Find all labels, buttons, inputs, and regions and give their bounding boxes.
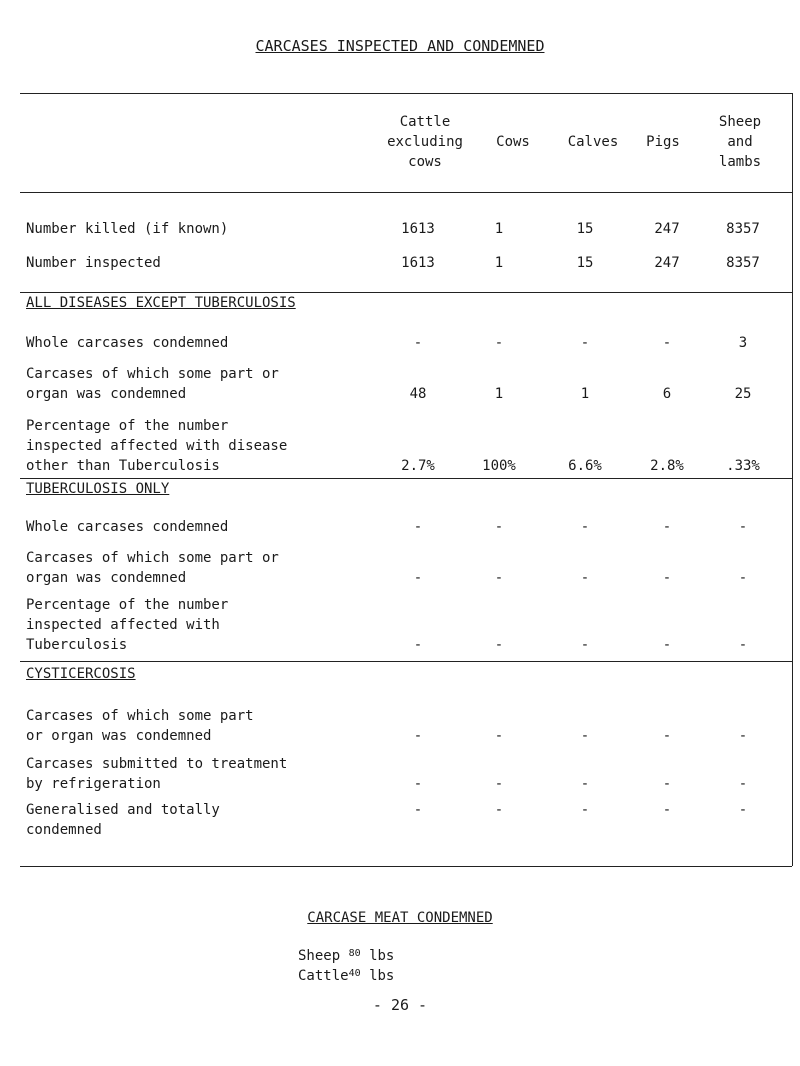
header-bottom-rule	[20, 192, 792, 193]
cell: -	[413, 519, 423, 535]
cell: -	[662, 728, 672, 744]
col-header-sheep: Sheep and lambs	[718, 114, 762, 170]
cell: -	[580, 519, 590, 535]
cell: -	[580, 637, 590, 653]
page-number: - 26 -	[372, 996, 428, 1014]
cell: -	[662, 570, 672, 586]
table-top-rule	[20, 93, 792, 94]
cell: -	[580, 570, 590, 586]
cell: 1	[580, 386, 590, 402]
cell: -	[738, 802, 748, 818]
cell: -	[580, 802, 590, 818]
section-rule-1	[20, 292, 792, 293]
col-header-calves: Calves	[567, 134, 619, 150]
row-label: Carcases of which some part or organ was condemned	[26, 708, 254, 744]
cell: 1	[494, 221, 504, 237]
cell: 1	[494, 386, 504, 402]
cell: -	[662, 802, 672, 818]
cell: 2.7%	[401, 458, 435, 474]
cell: -	[413, 570, 423, 586]
cell: -	[738, 728, 748, 744]
cell: 247	[654, 221, 680, 237]
cell: -	[494, 335, 504, 351]
cell: 6	[662, 386, 672, 402]
cell: -	[580, 728, 590, 744]
cell: -	[494, 728, 504, 744]
cell: -	[662, 776, 672, 792]
cell: -	[494, 570, 504, 586]
cell: 48	[409, 386, 427, 402]
cell: 247	[654, 255, 680, 271]
section-rule-2	[20, 478, 792, 479]
meat-condemned-title: CARCASE MEAT CONDEMNED	[307, 910, 493, 926]
cell: -	[494, 776, 504, 792]
cell: -	[413, 335, 423, 351]
col-header-cattle: Cattle excluding cows	[387, 114, 463, 170]
meat-row-sheep: Sheep $^{80}$ lbs	[298, 948, 395, 964]
cell: 15	[576, 255, 594, 271]
cell: -	[413, 637, 423, 653]
table-bottom-rule	[20, 866, 792, 867]
row-label: Percentage of the number inspected affected with disease other than Tuberculosis	[26, 418, 288, 474]
page-title: CARCASES INSPECTED AND CONDEMNED	[255, 37, 545, 55]
cell: -	[494, 637, 504, 653]
cell: 2.8%	[650, 458, 684, 474]
row-label: Carcases of which some part or organ was condemned	[26, 366, 279, 402]
cell: 1613	[401, 221, 435, 237]
cell: -	[738, 519, 748, 535]
row-label: Whole carcases condemned	[26, 335, 229, 351]
cell: -	[413, 802, 423, 818]
section-rule-3	[20, 661, 792, 662]
cell: -	[738, 637, 748, 653]
meat-row-cattle: Cattle$^{40}$ lbs	[298, 968, 395, 984]
cell: -	[662, 335, 672, 351]
col-header-pigs: Pigs	[646, 134, 680, 150]
row-label: Generalised and totally condemned	[26, 802, 220, 838]
section-heading: CYSTICERCOSIS	[26, 666, 136, 682]
cell: 1	[494, 255, 504, 271]
cell: -	[494, 802, 504, 818]
row-label-inspected: Number inspected	[26, 255, 161, 271]
cell: -	[413, 728, 423, 744]
cell: -	[662, 637, 672, 653]
row-label-killed: Number killed (if known)	[26, 221, 229, 237]
cell: 8357	[726, 255, 760, 271]
row-label: Carcases submitted to treatment by refrigeration	[26, 756, 288, 792]
col-header-cows: Cows	[496, 134, 530, 150]
section-heading: TUBERCULOSIS ONLY	[26, 481, 170, 497]
cell: 25	[734, 386, 752, 402]
row-label: Carcases of which some part or organ was condemned	[26, 550, 279, 586]
cell: 6.6%	[568, 458, 602, 474]
cell: -	[494, 519, 504, 535]
cell: .33%	[726, 458, 760, 474]
cell: -	[738, 776, 748, 792]
cell: 8357	[726, 221, 760, 237]
cell: 100%	[482, 458, 516, 474]
table-right-rule	[792, 93, 793, 866]
cell: 1613	[401, 255, 435, 271]
cell: -	[580, 776, 590, 792]
row-label: Whole carcases condemned	[26, 519, 229, 535]
cell: -	[662, 519, 672, 535]
cell: 15	[576, 221, 594, 237]
row-label: Percentage of the number inspected affected with Tuberculosis	[26, 597, 229, 653]
cell: -	[580, 335, 590, 351]
section-heading: ALL DISEASES EXCEPT TUBERCULOSIS	[26, 295, 296, 311]
cell: -	[413, 776, 423, 792]
cell: -	[738, 570, 748, 586]
cell: 3	[738, 335, 748, 351]
